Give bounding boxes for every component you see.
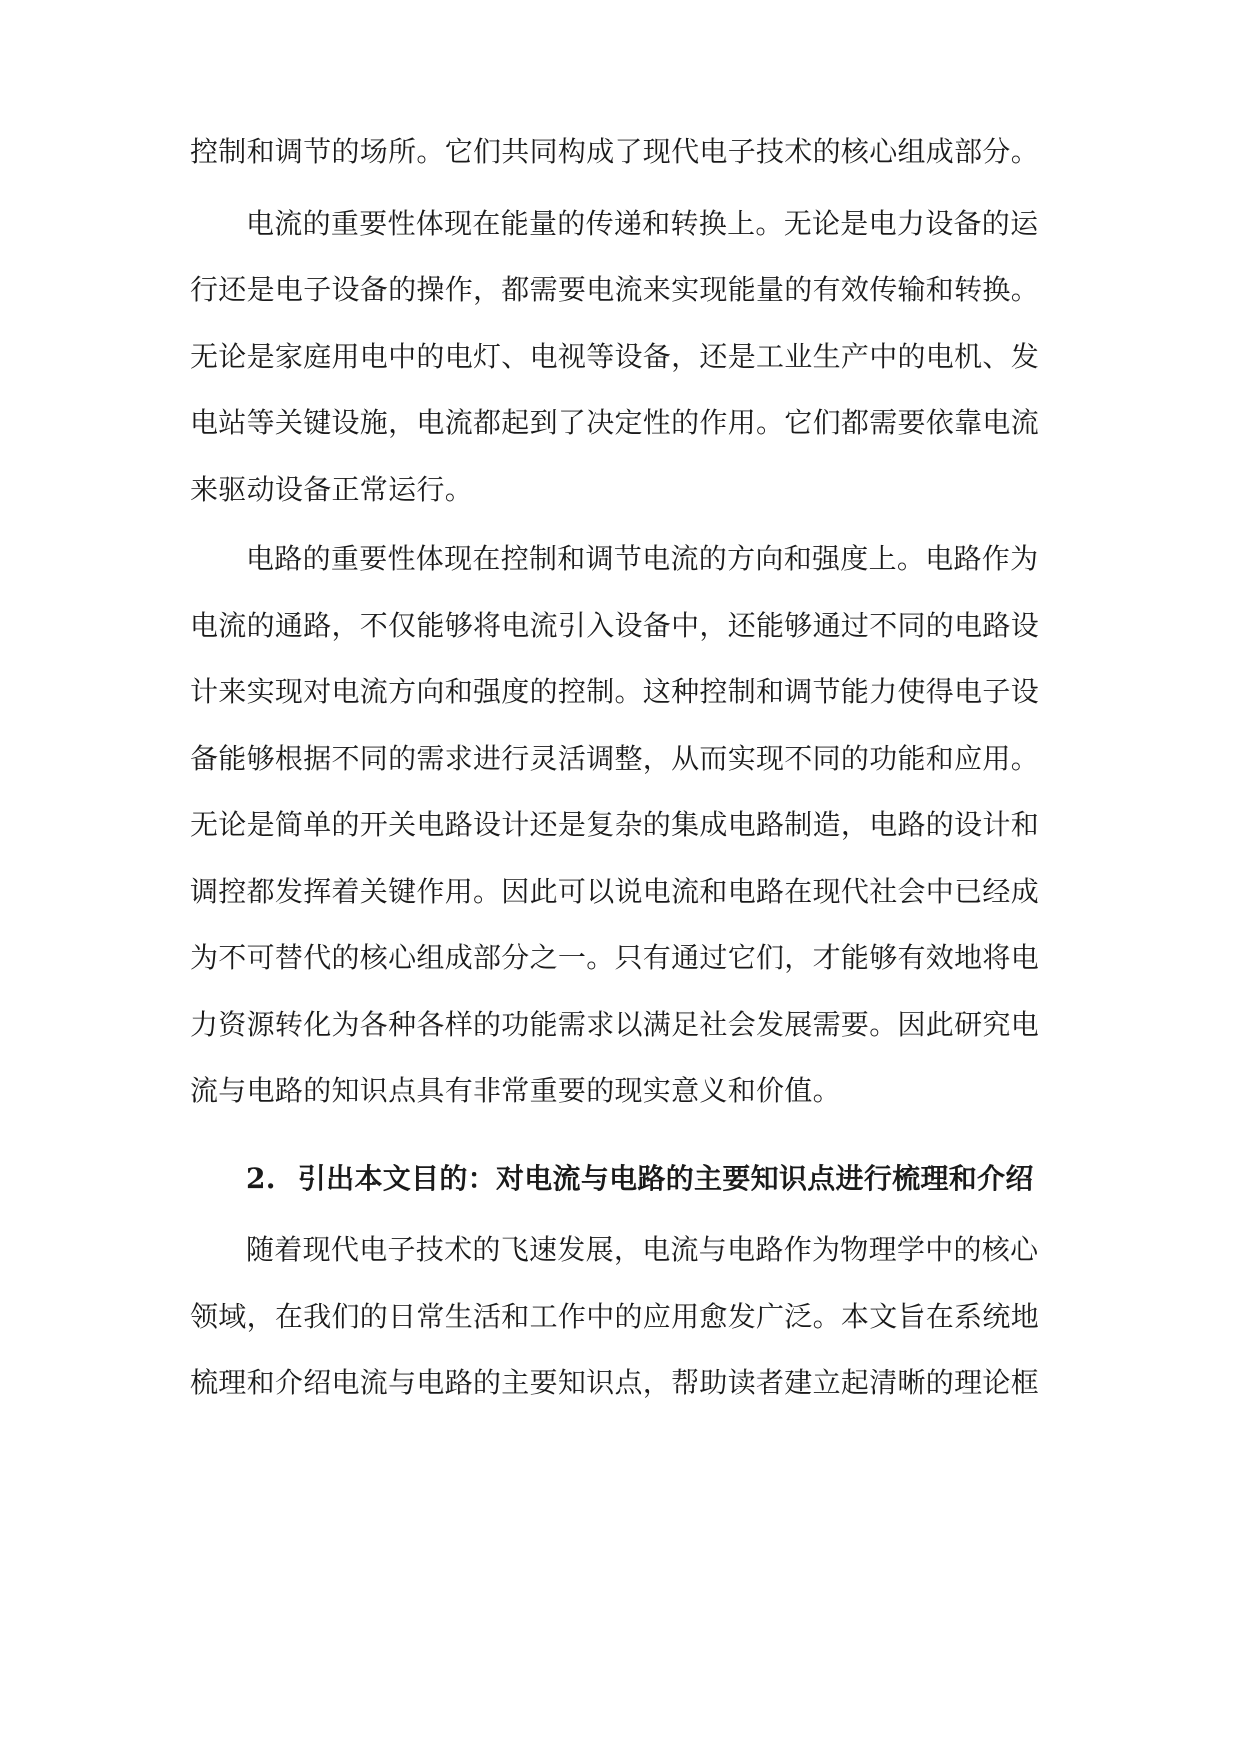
paragraph-line: 来驱动设备正常运行。 xyxy=(190,473,474,506)
paragraph-line: 行还是电子设备的操作，都需要电流来实现能量的有效传输和转换。 xyxy=(190,273,1040,306)
paragraph-line: 为不可替代的核心组成部分之一。只有通过它们，才能够有效地将电 xyxy=(190,941,1040,974)
paragraph-line: 电流的重要性体现在能量的传递和转换上。无论是电力设备的运 xyxy=(246,207,1039,240)
paragraph-line: 流与电路的知识点具有非常重要的现实意义和价值。 xyxy=(190,1074,841,1107)
paragraph-line: 随着现代电子技术的飞速发展，电流与电路作为物理学中的核心 xyxy=(246,1233,1039,1266)
paragraph-line: 无论是简单的开关电路设计还是复杂的集成电路制造，电路的设计和 xyxy=(190,808,1040,841)
paragraph-line: 无论是家庭用电中的电灯、电视等设备，还是工业生产中的电机、发 xyxy=(190,340,1040,373)
section-title: 引出本文目的：对电流与电路的主要知识点进行梳理和介绍 xyxy=(297,1162,1034,1195)
paragraph-line: 领域，在我们的日常生活和工作中的应用愈发广泛。本文旨在系统地 xyxy=(190,1300,1040,1333)
paragraph-line: 计来实现对电流方向和强度的控制。这种控制和调节能力使得电子设 xyxy=(190,675,1040,708)
paragraph-line: 电站等关键设施，电流都起到了决定性的作用。它们都需要依靠电流 xyxy=(190,406,1040,439)
section-heading xyxy=(246,1162,1034,1195)
paragraph-line: 梳理和介绍电流与电路的主要知识点，帮助读者建立起清晰的理论框 xyxy=(190,1366,1040,1399)
paragraph-line: 电流的通路，不仅能够将电流引入设备中，还能够通过不同的电路设 xyxy=(190,609,1040,642)
paragraph-line: 力资源转化为各种各样的功能需求以满足社会发展需要。因此研究电 xyxy=(190,1008,1040,1041)
paragraph-line: 备能够根据不同的需求进行灵活调整，从而实现不同的功能和应用。 xyxy=(190,742,1040,775)
paragraph-line: 控制和调节的场所。它们共同构成了现代电子技术的核心组成部分。 xyxy=(190,135,1040,168)
section-number: 2. xyxy=(246,1162,276,1195)
paragraph-line: 调控都发挥着关键作用。因此可以说电流和电路在现代社会中已经成 xyxy=(190,875,1040,908)
paragraph-line: 电路的重要性体现在控制和调节电流的方向和强度上。电路作为 xyxy=(246,542,1039,575)
